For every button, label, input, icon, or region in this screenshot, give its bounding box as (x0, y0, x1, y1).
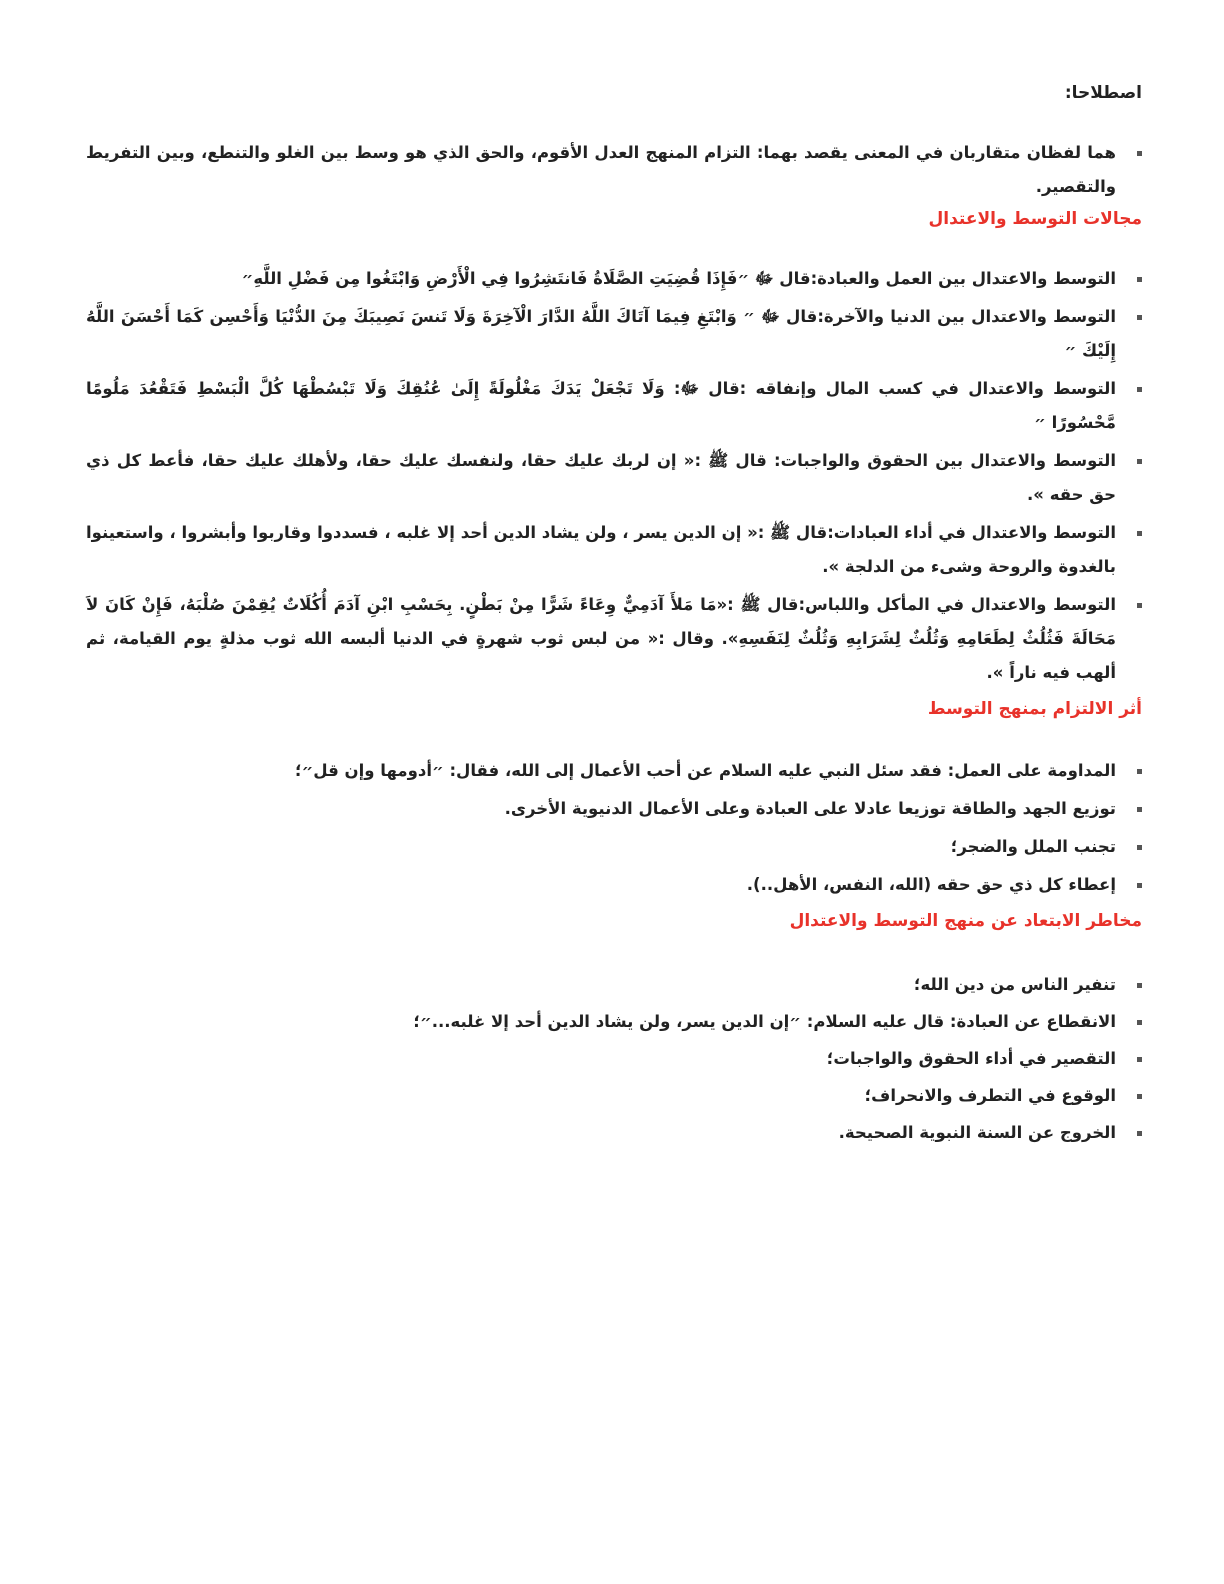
list-item: الانقطاع عن العبادة: قال عليه السلام: ״إن الدين يسر، ولن يشاد الدين أحد إلا غلبه...״؛ (86, 1005, 1116, 1039)
list-item: الخروج عن السنة النبوية الصحيحة. (86, 1116, 1116, 1150)
list-item: التوسط والاعتدال بين الحقوق والواجبات: قال ﷺ :« إن لربك عليك حقا، ولنفسك عليك حقا، ولأهلك عليك حقا، فأعط كل ذي حق حقه ». (86, 444, 1116, 512)
intro-label: اصطلاحا: (1064, 83, 1142, 103)
list-item: توزيع الجهد والطاقة توزيعا عادلا على العبادة وعلى الأعمال الدنيوية الأخرى. (86, 792, 1116, 826)
areas-list (86, 262, 1142, 690)
list-item: التوسط والاعتدال في أداء العبادات:قال ﷺ :« إن الدين يسر ، ولن يشاد الدين أحد إلا غلبه ، فسددوا وقاربوا وأبشروا ، واستعينوا بالغدوة والروحة وشىء من الدلجة ». (86, 516, 1116, 584)
list-item: التوسط والاعتدال في المأكل واللباس:قال ﷺ :«مَا مَلأَ آدَمِيٌّ وِعَاءً شَرًّا مِنْ بَطْنٍ. بِحَسْبِ ابْنِ آدَمَ أُكُلَاتٌ يُقِمْنَ صُلْبَهُ، فَإِنْ كَانَ لاَ مَحَالَةَ فَثُلُثٌ لِطَعَامِهِ وَثُلُثٌ لِشَرَابِهِ وَثُلُثٌ لِنَفَسِهِ». وقال :« من لبس ثوب شهرةٍ في الدنيا ألبسه الله ثوب مذلةٍ يوم القيامة، ثم ألهب فيه ناراً ». (86, 588, 1116, 690)
definition-list (86, 136, 1142, 204)
section-title-risks: مخاطر الابتعاد عن منهج التوسط والاعتدال (789, 911, 1142, 931)
list-item: الوقوع في التطرف والانحراف؛ (86, 1079, 1116, 1113)
effect-list (86, 754, 1142, 902)
list-item: المداومة على العمل: فقد سئل النبي عليه السلام عن أحب الأعمال إلى الله، فقال: ״أدومها وإن قل״؛ (86, 754, 1116, 788)
risks-list (86, 968, 1142, 1150)
section-title-effect: أثر الالتزام بمنهج التوسط (927, 699, 1142, 719)
list-item: التوسط والاعتدال في كسب المال وإنفاقه :قال ﷻ: وَلَا تَجْعَلْ يَدَكَ مَغْلُولَةً إِلَىٰ عُنُقِكَ وَلَا تَبْسُطْهَا كُلَّ الْبَسْطِ فَتَقْعُدَ مَلُومًا مَّحْسُورًا ״ (86, 372, 1116, 440)
list-item: التوسط والاعتدال بين العمل والعبادة:قال ﷻ ״فَإِذَا قُضِيَتِ الصَّلَاةُ فَانتَشِرُوا فِي الْأَرْضِ وَابْتَغُوا مِن فَضْلِ اللَّهِ״ (86, 262, 1116, 296)
list-item: تنفير الناس من دين الله؛ (86, 968, 1116, 1002)
definition-item: هما لفظان متقاربان في المعنى يقصد بهما: التزام المنهج العدل الأقوم، والحق الذي هو وسط بين الغلو والتنطع، وبين التفريط والتقصير. (86, 136, 1116, 204)
list-item: التوسط والاعتدال بين الدنيا والآخرة:قال ﷻ ״ وَابْتَغِ فِيمَا آتَاكَ اللَّهُ الدَّارَ الْآخِرَةَ وَلَا تَنسَ نَصِيبَكَ مِنَ الدُّنْيَا وَأَحْسِن كَمَا أَحْسَنَ اللَّهُ إِلَيْكَ ״ (86, 300, 1116, 368)
list-item: التقصير في أداء الحقوق والواجبات؛ (86, 1042, 1116, 1076)
list-item: تجنب الملل والضجر؛ (86, 830, 1116, 864)
section-title-areas: مجالات التوسط والاعتدال (928, 209, 1142, 229)
list-item: إعطاء كل ذي حق حقه (الله، النفس، الأهل..). (86, 868, 1116, 902)
